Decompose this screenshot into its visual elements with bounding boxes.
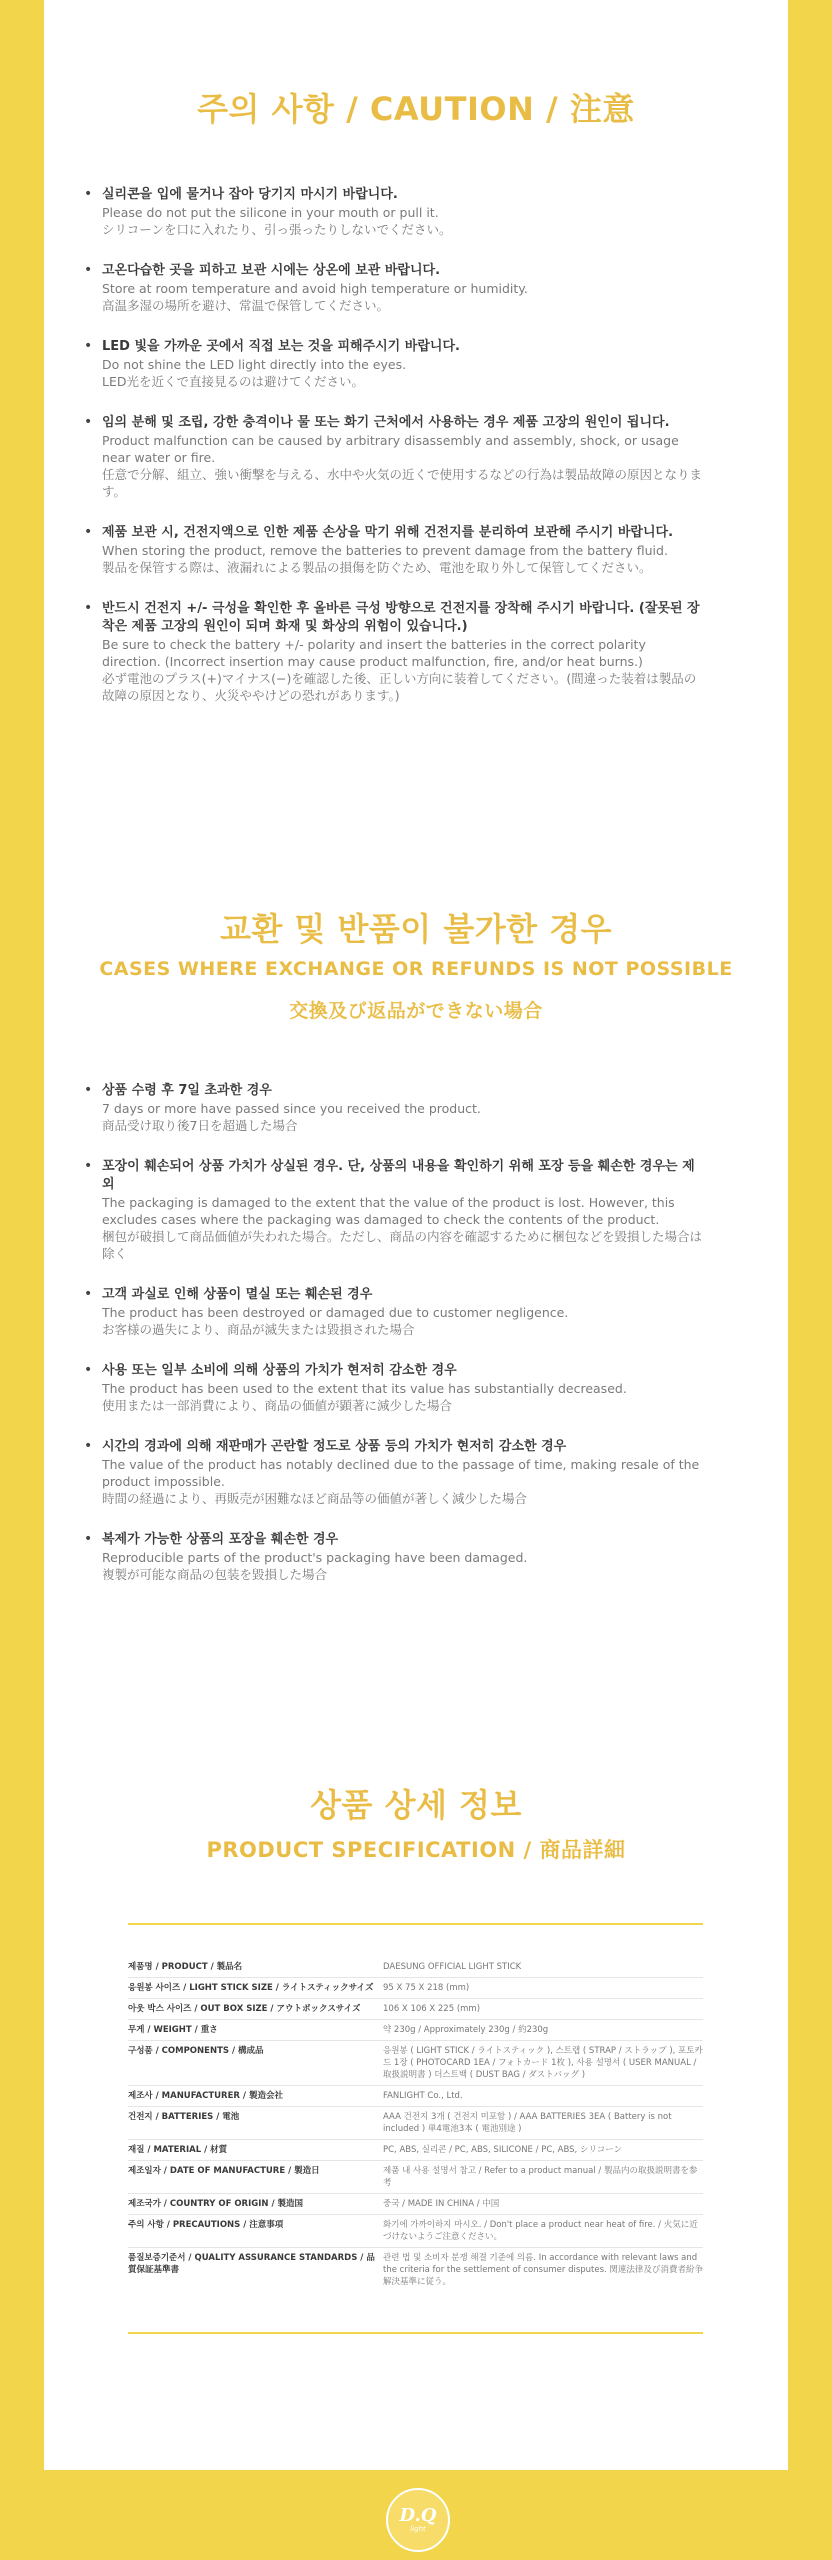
item-en: The product has been used to the extent that its value has substantially decreased. — [102, 1381, 627, 1396]
bullet-icon: • — [84, 1531, 93, 1547]
table-row — [128, 2161, 703, 2194]
table-row — [128, 2140, 703, 2161]
table-row — [128, 1978, 703, 1999]
item-ko: 상품 수령 후 7일 초과한 경우 — [102, 1083, 272, 1098]
list-item — [84, 186, 704, 238]
spec-title-ko: 상품 상세 정보 — [310, 1786, 522, 1824]
item-ko: 임의 분해 및 조립, 강한 충격이나 물 또는 화기 근처에서 사용하는 경우 제품 고장의 원인이 됩니다. — [102, 415, 670, 430]
spec-value: DAESUNG OFFICIAL LIGHT STICK — [383, 1957, 703, 1978]
item-en: Be sure to check the battery +/- polarity and insert the batteries in the correct polarity direction. (Incorrect insertion may cause product malfunction, fire, and/or heat burns.) — [102, 637, 646, 669]
item-en: When storing the product, remove the batteries to prevent damage from the battery fluid. — [102, 543, 668, 558]
list-item — [84, 1362, 704, 1414]
item-ko: LED 빛을 가까운 곳에서 직접 보는 것을 피해주시기 바랍니다. — [102, 339, 460, 354]
list-item — [84, 600, 704, 704]
list-item — [84, 524, 704, 576]
caution-list — [84, 186, 704, 704]
item-en: Product malfunction can be caused by arbitrary disassembly and assembly, shock, or usage near water or fire. — [102, 433, 679, 465]
list-item — [84, 1286, 704, 1338]
spec-key: 품질보증기준서 / QUALITY ASSURANCE STANDARDS / 品質保証基準書 — [128, 2253, 375, 2275]
bullet-icon: • — [84, 1158, 93, 1174]
spec-section — [128, 1923, 703, 2334]
table-row — [128, 2020, 703, 2041]
exchange-title-ko: 교환 및 반품이 불가한 경우 — [219, 910, 613, 948]
bullet-icon: • — [84, 186, 93, 202]
exchange-list — [84, 1082, 704, 1583]
spec-key: 제조일자 / DATE OF MANUFACTURE / 製造日 — [128, 2161, 383, 2194]
logo-sub: light — [410, 2524, 426, 2533]
list-item — [84, 414, 704, 500]
table-row — [128, 2041, 703, 2086]
logo-mark: D.Q — [399, 2504, 437, 2526]
item-ko: 시간의 경과에 의해 재판매가 곤란할 정도로 상품 등의 가치가 현저히 감소한 경우 — [102, 1439, 567, 1454]
bullet-icon: • — [84, 414, 93, 430]
item-ko: 포장이 훼손되어 상품 가치가 상실된 경우. 단, 상품의 내용을 확인하기 위해 포장 등을 훼손한 경우는 제외 — [102, 1159, 695, 1192]
bullet-icon: • — [84, 524, 93, 540]
item-ko: 실리콘을 입에 물거나 잡아 당기지 마시기 바랍니다. — [102, 187, 398, 202]
spec-value: 중국 / MADE IN CHINA / 中国 — [383, 2194, 703, 2215]
item-en: Store at room temperature and avoid high temperature or humidity. — [102, 281, 528, 296]
exchange-title-en: CASES WHERE EXCHANGE OR REFUNDS IS NOT POSSIBLE — [99, 958, 733, 980]
spec-value: 106 X 106 X 225 (mm) — [383, 1999, 703, 2020]
list-item — [84, 338, 704, 390]
exchange-title-ja: 交換及び返品ができない場合 — [289, 1000, 543, 1022]
item-ko: 반드시 건전지 +/- 극성을 확인한 후 올바른 극성 방향으로 건전지를 장착해 주시기 바랍니다. (잘못된 장착은 제품 고장의 원인이 되며 화재 및 화상의 위험이 있습니다.) — [102, 601, 700, 634]
item-ja: 複製が可能な商品の包装を毀損した場合 — [102, 1567, 328, 1582]
table-row — [128, 2194, 703, 2215]
spec-value: 관련 법 및 소비자 분쟁 해결 기준에 의름. In accordance with relevant laws and the criteria for the settlement of consumer disputes. 関連法律及び消費者紛争解決基準に従う。 — [383, 2253, 703, 2287]
item-en: Reproducible parts of the product's packaging have been damaged. — [102, 1550, 528, 1565]
item-ja: 使用または一部消費により、商品の価値が顕著に減少した場合 — [102, 1398, 453, 1413]
item-en: The product has been destroyed or damaged due to customer negligence. — [102, 1305, 569, 1320]
bottom-divider — [128, 2332, 703, 2334]
table-row — [128, 2248, 703, 2293]
item-en: Do not shine the LED light directly into the eyes. — [102, 357, 407, 372]
bullet-icon: • — [84, 1082, 93, 1098]
table-row — [128, 1957, 703, 1978]
item-ja: 時間の経過により、再販売が困難なほど商品等の価値が著しく減少した場合 — [102, 1491, 528, 1506]
item-ja: 高温多湿の場所を避け、常温で保管してください。 — [102, 298, 390, 313]
item-en: 7 days or more have passed since you received the product. — [102, 1101, 481, 1116]
item-ko: 복제가 가능한 상품의 포장을 훼손한 경우 — [102, 1532, 339, 1547]
spec-table — [128, 1957, 703, 2292]
list-item — [84, 1082, 704, 1134]
spec-value: FANLIGHT Co., Ltd. — [383, 2086, 703, 2107]
brand-logo — [386, 2488, 450, 2552]
item-ko: 고온다습한 곳을 피하고 보관 시에는 상온에 보관 바랍니다. — [102, 263, 441, 278]
bullet-icon: • — [84, 338, 93, 354]
spec-key: 무게 / WEIGHT / 重さ — [128, 2020, 383, 2041]
spec-key: 아웃 박스 사이즈 / OUT BOX SIZE / アウトボックスサイズ — [128, 1999, 383, 2020]
bullet-icon: • — [84, 262, 93, 278]
spec-key: 구성품 / COMPONENTS / 構成品 — [128, 2041, 383, 2086]
bullet-icon: • — [84, 1286, 93, 1302]
spec-key: 건전지 / BATTERIES / 電池 — [128, 2107, 383, 2140]
item-en: The packaging is damaged to the extent that the value of the product is lost. However, this excludes cases where the packaging was damaged to check the contents of the product. — [102, 1195, 675, 1227]
item-en: Please do not put the silicone in your mouth or pull it. — [102, 205, 439, 220]
spec-value: 화기에 가까이하지 마시오. / Don't place a product near heat of fire. / 火気に近づけないようご注意ください。 — [383, 2215, 703, 2248]
item-ko: 사용 또는 일부 소비에 의해 상품의 가치가 현저히 감소한 경우 — [102, 1363, 457, 1378]
table-row — [128, 2107, 703, 2140]
item-ko: 제품 보관 시, 건전지액으로 인한 제품 손상을 막기 위해 건전지를 분리하여 보관해 주시기 바랍니다. — [102, 525, 674, 540]
item-ja: 必ず電池のプラス(+)マイナス(−)を確認した後、正しい方向に装着してください。(間違った装着は製品の故障の原因となり、火災ややけどの恐れがあります。) — [102, 671, 697, 703]
spec-value: 제품 내 사용 설명서 참고 / Refer to a product manual / 製品内の取扱説明書を参考 — [383, 2161, 703, 2194]
spec-key: 제품명 / PRODUCT / 製品名 — [128, 1957, 383, 1978]
spec-key: 응원봉 사이즈 / LIGHT STICK SIZE / ライトスティックサイズ — [128, 1978, 383, 1999]
item-ko: 고객 과실로 인해 상품이 멸실 또는 훼손된 경우 — [102, 1287, 373, 1302]
spec-value: 약 230g / Approximately 230g / 約230g — [383, 2020, 703, 2041]
spec-value: 95 X 75 X 218 (mm) — [383, 1978, 703, 1999]
spec-key: 제조사 / MANUFACTURER / 製造会社 — [128, 2086, 383, 2107]
item-ja: 梱包が破損して商品価値が失われた場合。ただし、商品の内容を確認するために梱包などを毀損した場合は除く — [102, 1229, 703, 1261]
list-item — [84, 1438, 704, 1507]
spec-key: 주의 사항 / PRECAUTIONS / 注意事項 — [128, 2215, 383, 2248]
item-ja: LED光を近くで直接見るのは避けてください。 — [102, 374, 364, 389]
bullet-icon: • — [84, 1438, 93, 1454]
item-ja: お客様の過失により、商品が滅失または毀損された場合 — [102, 1322, 415, 1337]
table-row — [128, 2086, 703, 2107]
spec-value: 응원봉 ( LIGHT STICK / ライトスティック ), 스트랩 ( STRAP / ストラップ ), 포토카드 1장 ( PHOTOCARD 1EA / フォトカード 1枚 ), 사용 설명서 ( USER MANUAL / 取扱説明書 ) 더스트백 ( DUST BAG / ダストバッグ ) — [383, 2041, 703, 2086]
spec-value: PC, ABS, 실리콘 / PC, ABS, SILICONE / PC, ABS, シリコーン — [383, 2140, 703, 2161]
spec-key: 제조국가 / COUNTRY OF ORIGIN / 製造国 — [128, 2194, 383, 2215]
table-row — [128, 1999, 703, 2020]
top-divider — [128, 1923, 703, 1925]
list-item — [84, 1531, 704, 1583]
bullet-icon: • — [84, 600, 93, 616]
spec-value: AAA 건전지 3개 ( 건전지 미포함 ) / AAA BATTERIES 3EA ( Battery is not included ) 単4電池3本 ( 電池別途 ) — [383, 2107, 703, 2140]
item-en: The value of the product has notably declined due to the passage of time, making resale of the product impossible. — [102, 1457, 700, 1489]
item-ja: 製品を保管する際は、液漏れによる製品の損傷を防ぐため、電池を取り外して保管してください。 — [102, 560, 652, 575]
spec-key: 재질 / MATERIAL / 材質 — [128, 2140, 383, 2161]
item-ja: シリコーンを口に入れたり、引っ張ったりしないでください。 — [102, 222, 452, 237]
spec-title-en: PRODUCT SPECIFICATION / 商品詳細 — [206, 1838, 626, 1862]
bullet-icon: • — [84, 1362, 93, 1378]
list-item — [84, 262, 704, 314]
item-ja: 商品受け取り後7日を超過した場合 — [102, 1118, 298, 1133]
table-row — [128, 2215, 703, 2248]
item-ja: 任意で分解、組立、強い衝撃を与える、水中や火気の近くで使用するなどの行為は製品故障の原因となります。 — [102, 467, 703, 499]
caution-title: 주의 사항 / CAUTION / 注意 — [197, 90, 635, 128]
list-item — [84, 1158, 704, 1262]
